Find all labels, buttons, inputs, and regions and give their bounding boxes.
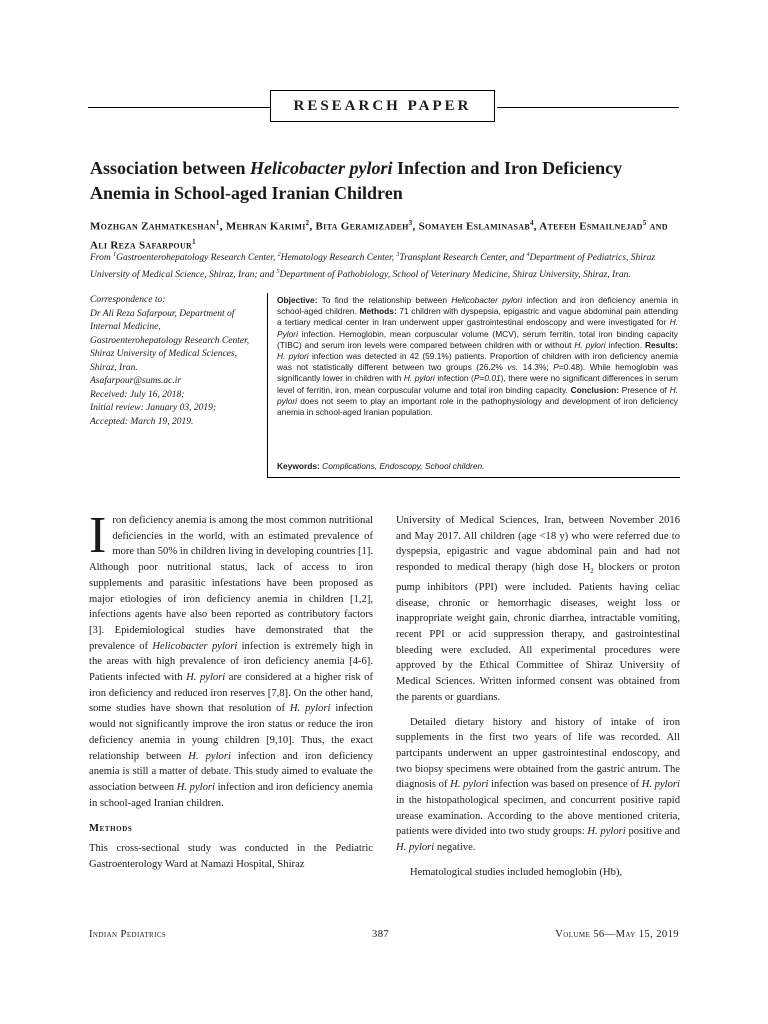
abstract-text: To find the relationship between	[317, 295, 452, 305]
affil-from: From	[90, 253, 114, 264]
affil-5: Department of Pathobiology, School of Veterinary Medicine, Shiraz University, Shiraz, Iran.	[279, 270, 631, 281]
methods-paragraph-3: Hematological studies included hemoglobin (Hb),	[410, 866, 623, 878]
author-sup: 1	[215, 219, 220, 227]
affil-4: Department of Pediatrics, Shiraz University of Medical Science, Shiraz, Iran; and	[90, 253, 656, 281]
affil-2: Hematology Research Center,	[280, 253, 397, 264]
body-text: infection would not significantly improve the iron status or reduce the iron deficiency anemia in young children [9,10]. Thus, the exact relationship between	[89, 703, 373, 762]
body-text: H. pylori	[186, 672, 226, 684]
abstract-text: infection (	[434, 373, 474, 384]
title-part2: Infection and Iron Deficiency Anemia in School-aged Iranian Children	[90, 158, 623, 203]
header-rule-left	[88, 107, 270, 108]
abstract-text: =0.48). While hemoglobin was significantly lower in children with	[277, 362, 678, 384]
affil-1: Gastroenterohepatology Research Center,	[116, 253, 278, 264]
body-text: H. pylori	[587, 826, 626, 838]
abstract-text: infection.	[605, 339, 645, 350]
title-part1: Association between	[90, 158, 250, 178]
body-text: H. pylori	[188, 750, 231, 762]
abstract-results-label: Results:	[644, 339, 678, 350]
correspondence-block	[90, 294, 260, 429]
abstract-text: H. pylori	[574, 339, 606, 350]
abstract-text: P	[553, 362, 559, 373]
body-text: H. pylori	[396, 842, 435, 854]
body-column-right	[396, 513, 680, 881]
article-title	[90, 156, 680, 206]
body-text: in the histopathological specimen, and concurrent positive rapid urease examination. According to the above mentioned criteria, patients were divided into two study groups:	[396, 795, 680, 838]
body-text: H. pylori	[450, 779, 489, 791]
body-text: Detailed dietary history and history of intake of iron supplements in the first two years of life was recorded. All partcipants underwent an upper gastrointestinal endoscopy, and two biopsy specimens were obtained from the gastric antrum. The diagnosis of	[396, 716, 680, 791]
corr-line: Correspondence to:	[90, 295, 166, 305]
abstract-text: H. pylori	[403, 373, 435, 384]
body-text: Helicobacter pylori	[152, 640, 238, 652]
abstract-objective-label: Objective:	[277, 295, 318, 305]
accepted-date: Accepted: March 19, 2019.	[90, 416, 194, 427]
abstract-text: 14.3%;	[518, 362, 554, 373]
header-rule-right	[497, 107, 679, 108]
author-sup: 5	[642, 219, 647, 227]
author-sup: 3	[408, 219, 413, 227]
body-text: infection was based on presence of	[488, 779, 642, 791]
methods-heading: Methods	[89, 823, 133, 835]
abstract-text: H. pylori	[277, 384, 678, 406]
body-text: infection and iron deficiency anemia in school-aged Iranian children.	[89, 781, 373, 809]
page-footer	[89, 929, 679, 945]
abstract-bottom-rule	[267, 477, 680, 478]
author: Atefeh Esmailnejad	[539, 220, 643, 233]
body-text: infection is extremely high in the areas with high prevalence of iron deficiency anemia [4-6]. Patients infected with	[89, 640, 374, 684]
author-sup: 2	[305, 219, 310, 227]
author-sup: 4	[529, 219, 534, 227]
abstract-text: infection and iron deficiency anemia in school-aged children.	[277, 295, 678, 317]
volume-date: Volume 56—May 15, 2019	[555, 929, 679, 940]
abstract	[277, 295, 678, 418]
intro-paragraph	[89, 507, 374, 811]
affiliations: From $^1$Gastroenterohepatology Research Center, $^2$Hematology Research Center, $^3$Transplant Research Center, and $^4$Department of Pediatrics, Shiraz University of Medical Science, Shiraz, Iran; and $^5$Department of Pathobiology, School of Veterinary Medicine, Shiraz University, Shiraz, Iran.	[90, 252, 656, 281]
body-text: University of Medical Sciences, Iran, between November 2016 and May 2017. All children (age <18 y) who were referred due to dyspepsia, epigastric and vague abdominal pain and had not responded to medical therapy (high dose H	[396, 515, 680, 574]
keywords-value: Complications, Endoscopy, School children.	[319, 461, 485, 471]
body-text: ron deficiency anemia is among the most common nutritional deficiencies in the world, with an estimated prevalence of more than 50% in children living in developing countries [1]. Although poor nutritional status, lack of access to iron supplements and parasitic infestations have been proposed as major etiologies of iron deficiency anemia in children [1,2], infections agents have also been reported as contributory factors [3]. Epidemiological studies have demonstrated that the prevalence of	[89, 515, 373, 652]
body-text: H. pylori	[289, 703, 331, 715]
body-text: negative.	[434, 842, 476, 854]
corr-email[interactable]: Asafarpour@sums.ac.ir	[90, 376, 182, 386]
body-text: H. pylori	[641, 779, 680, 791]
section-band-label: RESEARCH PAPER	[293, 97, 472, 114]
abstract-text: Helicobacter pylori	[451, 295, 523, 305]
page-number: 387	[372, 929, 390, 940]
initial-review-date: Initial review: January 03, 2019;	[90, 403, 217, 413]
methods-paragraph-2	[396, 715, 680, 856]
body-text: infection and iron deficiency anemia is still a matter of debate. This study aimed to evaluate the association between	[89, 750, 373, 793]
author: Mehran Karimi	[225, 220, 306, 233]
author: Mozhgan Zahmatkeshan	[90, 220, 216, 233]
keywords-label: Keywords:	[277, 461, 320, 471]
abstract-text: vs.	[507, 362, 519, 373]
affil-3: Transplant Research Center, and	[399, 253, 527, 264]
abstract-text: ), there were no significant differences in serum level of ferritin, iron, mean corpuscular volume and total iron binding capacity.	[277, 373, 679, 395]
abstract-text: does not seem to play an important role in the pathophysiology and development of iron deficiency anemia in school-aged Iranian population.	[277, 395, 678, 418]
author: Somayeh Eslaminasab	[418, 220, 530, 233]
body-text: blockers or proton pump inhibitors (PPI) were included. Patients having celiac disease, chronic or hemorrhagic diseases, weight loss or inappropriate weight gain, chronic diarrhea, intractable vomiting, recent PPI or acid suppression therapy, and gastrointestinal bleeding were excluded. All experimental procedures were approved by the Ethical Committee of Shiraz University of Medical Sciences. Written informed consent was obtained from the parents or guardians.	[396, 562, 680, 703]
journal-name: Indian Pediatrics	[89, 929, 167, 940]
author-sup: 1	[192, 237, 196, 246]
drop-cap: I	[89, 507, 107, 564]
body-column-left	[89, 507, 374, 872]
abstract-text: infection was detected in 42 (59.1%) patients. Proportion of children with iron deficiency anemia was not statistically different between two groups (26.2%	[277, 351, 679, 373]
corr-line: Gastroenterohepatology Research Center, Shiraz University of Medical Sciences, Shiraz, Iran.	[90, 335, 250, 373]
abstract-text: H. Pylori	[277, 317, 678, 339]
abstract-vertical-rule	[267, 293, 268, 477]
author: Ali Reza Safarpour	[90, 239, 193, 252]
title-italic: Helicobacter pylori	[250, 158, 393, 178]
abstract-text: H. pylori	[277, 351, 309, 362]
author-list: Mozhgan Zahmatkeshan$^1$, Mehran Karimi$^2$, Bita Geramizadeh$^3$, Somayeh Eslaminasab$^4$, Atefeh Esmailnejad$^5$ and Ali Reza Safarpour$^1$	[90, 219, 668, 252]
body-text-sub: 2	[590, 567, 594, 576]
received-date: Received: July 16, 2018;	[90, 389, 185, 400]
body-text: are considered at a higher risk of iron deficiency and reduced iron reserves [7,8]. On the other hand, some studies have shown that resolution of	[89, 672, 373, 715]
methods-paragraph-cont	[396, 513, 680, 706]
abstract-text: infection. Hemoglobin, mean corpuscular volume (MCV), serum ferritin, total iron binding capacity (TIBC) and serum iron levels were compared between children with or without	[277, 328, 678, 350]
body-text: positive and	[625, 826, 680, 838]
corr-line: Dr Ali Reza Safarpour, Department of Internal Medicine,	[90, 308, 235, 332]
author: Bita Geramizadeh	[315, 220, 409, 233]
abstract-methods-label: Methods:	[359, 306, 397, 317]
abstract-text: Presence of	[618, 384, 670, 395]
methods-paragraph: This cross-sectional study was conducted in the Pediatric Gastroenterology Ward at Namazi Hospital, Shiraz	[89, 843, 373, 870]
abstract-text: 71 children with dyspepsia, epigastric and vague abdominal pain attending a tertiary medical center in Iran underwent upper gastrointestinal endoscopy and were investigated for	[277, 306, 678, 328]
abstract-conclusion-label: Conclusion:	[570, 384, 619, 395]
keywords	[277, 461, 678, 472]
body-text: H. pylori	[176, 781, 215, 793]
abstract-text: P=0.01	[473, 373, 501, 384]
section-band	[270, 90, 495, 122]
